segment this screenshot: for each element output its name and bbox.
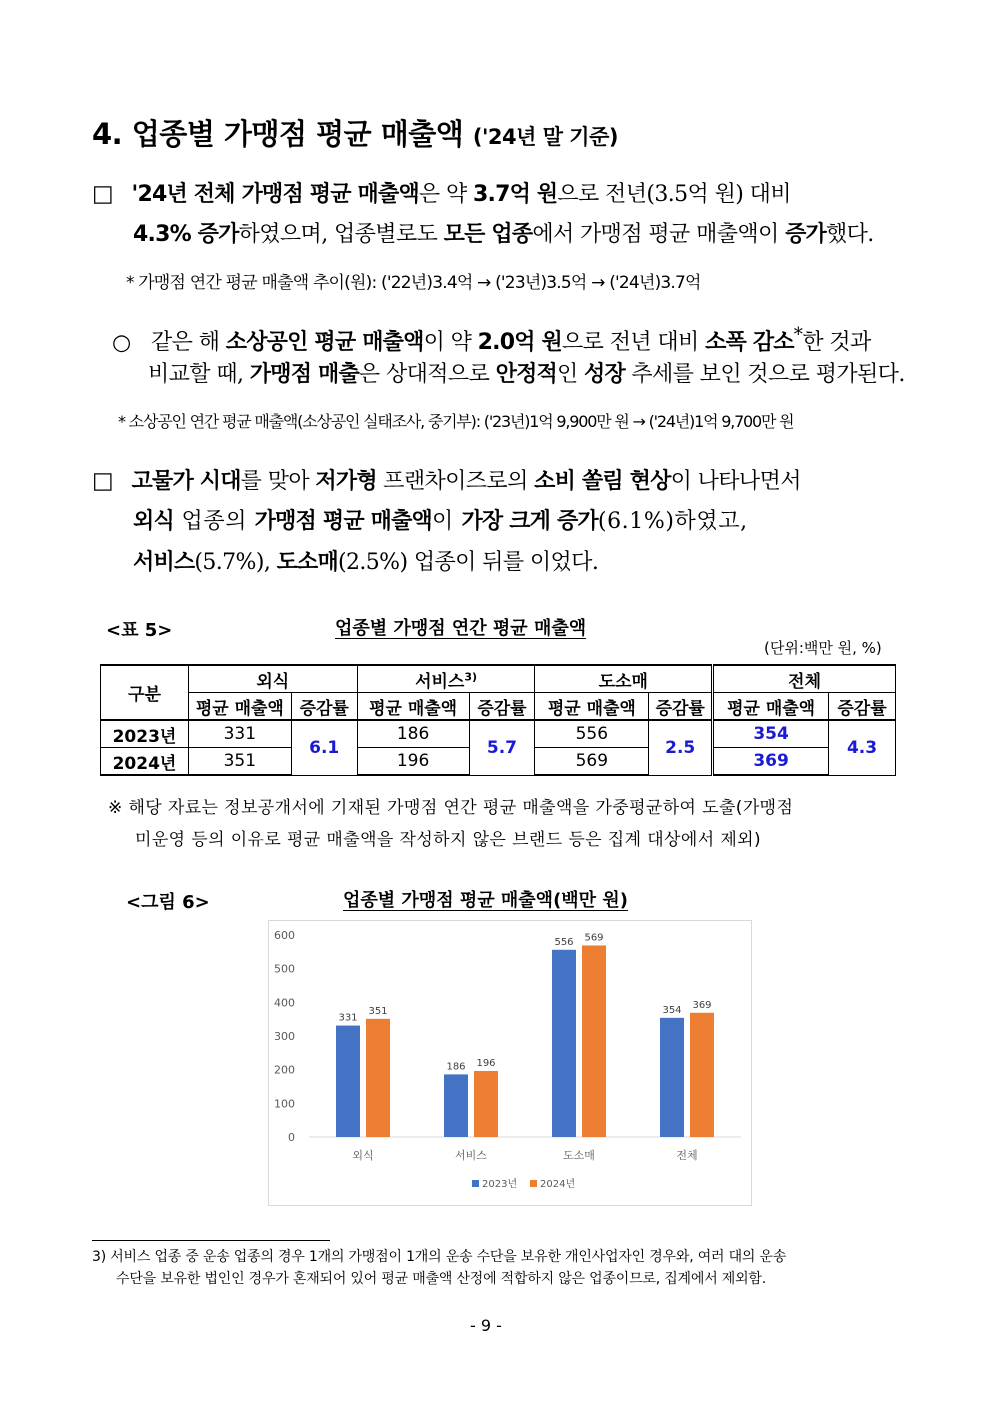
- paragraph-1-note: * 가맹점 연간 평균 매출액 추이(원): ('22년)3.4억 → ('23년)3.5억 → ('24년)3.7억: [126, 273, 701, 293]
- data-label: 351: [368, 1005, 388, 1017]
- text: 이: [432, 509, 462, 534]
- table-subheader-row: [101, 693, 896, 721]
- text-bold: 소비 쏠림 현상: [534, 469, 671, 494]
- footnote-divider: [92, 1240, 330, 1241]
- bar-2024년-전체: [690, 1013, 714, 1137]
- table-header-row: [101, 665, 896, 693]
- subheader-rate: 증감률: [829, 693, 896, 721]
- row-year: 2023년: [101, 720, 189, 748]
- text-bold: 도소매: [276, 550, 338, 575]
- checkbox-bullet: □: [92, 181, 114, 207]
- cell-rate: 6.1: [291, 720, 357, 775]
- y-tick-label: 300: [274, 1030, 295, 1043]
- footnote-line-2: 수단을 보유한 법인인 경우가 혼재되어 있어 평균 매출액 산정에 적합하지 않은 업종이므로, 집계에서 제외함.: [116, 1271, 767, 1287]
- text-bold: 고물가 시대: [131, 469, 241, 494]
- subheader-avg: 평균 매출액: [535, 693, 649, 721]
- paragraph-2-line-1: [112, 318, 871, 361]
- figure-label: <그림 6>: [126, 892, 210, 913]
- table-corner-cell: 구분: [101, 665, 189, 720]
- text-bold: '24년 전체 가맹점 평균 매출액: [131, 182, 419, 207]
- cell-value: 369: [713, 748, 829, 776]
- group-header: 전체: [713, 665, 896, 693]
- bar-2023년-서비스: [444, 1074, 468, 1137]
- table-label: <표 5>: [106, 620, 173, 641]
- remark-line-2: 미운영 등의 이유로 평균 매출액을 작성하지 않은 브랜드 등은 집계 대상에서 제외): [135, 830, 761, 850]
- data-label: 556: [554, 936, 574, 948]
- legend-label: 2024년: [540, 1179, 576, 1190]
- text-bold: 2.0억 원: [477, 330, 562, 356]
- x-tick-label: 도소매: [563, 1149, 595, 1162]
- paragraph-1-line-2: [133, 217, 874, 253]
- text: 으로 전년 대비: [562, 330, 706, 356]
- text: 업종의: [173, 509, 255, 534]
- bar-2023년-도소매: [552, 950, 576, 1137]
- text-bold: 가맹점 평균 매출액: [254, 509, 432, 534]
- legend-swatch: [530, 1180, 537, 1187]
- section-subtitle: ('24년 말 기준): [472, 125, 618, 149]
- paragraph-2-line-2: [148, 357, 905, 393]
- text: 은 상대적으로: [358, 362, 496, 387]
- circle-bullet: ○: [112, 330, 131, 356]
- text: 했다.: [825, 222, 874, 247]
- subheader-avg: 평균 매출액: [357, 693, 469, 721]
- cell-value: 354: [713, 720, 829, 748]
- bar-2023년-전체: [660, 1018, 684, 1137]
- text-bold: 소상공인 평균 매출액: [225, 330, 424, 356]
- bar-2023년-외식: [336, 1026, 360, 1137]
- cell-value: 351: [188, 748, 291, 776]
- cell-value: 186: [357, 720, 469, 748]
- text: 으로 전년(3.5억 원) 대비: [557, 182, 791, 207]
- checkbox-bullet: □: [92, 468, 114, 494]
- y-tick-label: 0: [288, 1131, 295, 1144]
- text-bold: 안정적: [495, 362, 557, 387]
- table-title: 업종별 가맹점 연간 평균 매출액: [335, 618, 587, 639]
- paragraph-3-line-1: [92, 463, 801, 500]
- y-tick-label: 500: [274, 962, 295, 976]
- group-label: 서비스: [415, 671, 465, 692]
- text: 에서 가맹점 평균 매출액이: [532, 222, 786, 247]
- text-bold: 외식: [133, 509, 174, 534]
- section-title: 4. 업종별 가맹점 평균 매출액: [92, 117, 464, 151]
- table-row: [101, 720, 896, 748]
- cell-value: 196: [357, 748, 469, 776]
- table-unit: (단위:백만 원, %): [764, 639, 882, 657]
- x-tick-label: 전체: [676, 1149, 698, 1162]
- bar-2024년-외식: [366, 1019, 390, 1137]
- group-header: 외식: [188, 665, 357, 693]
- cell-rate: 5.7: [469, 720, 535, 775]
- text-bold: 가맹점 매출: [249, 362, 359, 387]
- figure-title: 업종별 가맹점 평균 매출액(백만 원): [343, 890, 628, 911]
- text: (6.1%)하였고,: [597, 509, 748, 534]
- subheader-avg: 평균 매출액: [188, 693, 291, 721]
- cell-rate: 2.5: [649, 720, 713, 775]
- legend-swatch: [472, 1180, 479, 1187]
- text: 프랜차이즈로의: [376, 469, 535, 494]
- text: (5.7%),: [194, 550, 277, 575]
- text-bold: 4.3% 증가: [133, 222, 239, 247]
- footnote-mark: 3): [464, 669, 478, 683]
- cell-value: 556: [535, 720, 649, 748]
- text-bold: 성장: [584, 362, 625, 387]
- data-label: 186: [446, 1061, 466, 1073]
- data-label: 196: [476, 1058, 496, 1070]
- text: 추세를 보인 것으로 평가된다.: [624, 362, 905, 387]
- text-bold: 모든 업종: [443, 222, 533, 247]
- text-bold: 소폭 감소: [705, 330, 794, 356]
- bar-2024년-서비스: [474, 1071, 498, 1137]
- text: 이 나타나면서: [670, 469, 801, 494]
- remark-line-1: ※ 해당 자료는 정보공개서에 기재된 가맹점 연간 평균 매출액을 가중평균하여 도출(가맹점: [108, 798, 794, 818]
- text-bold: 3.7억 원: [473, 182, 558, 207]
- bar-chart: [268, 920, 752, 1206]
- page-number: - 9 -: [470, 1316, 502, 1335]
- x-tick-label: 외식: [352, 1149, 374, 1162]
- footnote-mark: *: [793, 325, 803, 346]
- x-tick-label: 서비스: [455, 1149, 487, 1162]
- text: 를 맞아: [240, 469, 316, 494]
- paragraph-3-line-2: [133, 504, 748, 540]
- y-tick-label: 200: [274, 1063, 295, 1077]
- text: 하였으며, 업종별로도: [238, 222, 444, 247]
- cell-rate: 4.3: [829, 720, 896, 775]
- cell-value: 331: [188, 720, 291, 748]
- row-year: 2024년: [101, 748, 189, 776]
- data-label: 331: [338, 1012, 358, 1024]
- y-tick-label: 100: [274, 1097, 295, 1111]
- subheader-rate: 증감률: [291, 693, 357, 721]
- text-bold: 서비스: [133, 550, 195, 575]
- revenue-table: [100, 664, 896, 776]
- text-bold: 가장 크게 증가: [461, 509, 598, 534]
- group-header: [357, 665, 535, 693]
- paragraph-3-line-3: [133, 545, 598, 581]
- subheader-rate: 증감률: [649, 693, 713, 721]
- bar-chart-svg: [269, 921, 751, 1205]
- text: 같은 해: [151, 330, 226, 356]
- text: 은 약: [418, 182, 474, 207]
- y-tick-label: 600: [274, 929, 295, 942]
- subheader-rate: 증감률: [469, 693, 535, 721]
- text: (2.5%) 업종이 뒤를 이었다.: [337, 550, 599, 575]
- legend-label: 2023년: [482, 1179, 518, 1190]
- text-bold: 저가형: [315, 469, 377, 494]
- data-label: 369: [692, 999, 712, 1011]
- text: 비교할 때,: [148, 362, 250, 387]
- bar-2024년-도소매: [582, 945, 606, 1137]
- footnote-line-1: 3) 서비스 업종 중 운송 업종의 경우 1개의 가맹점이 1개의 운송 수단을 보유한 개인사업자인 경우와, 여러 대의 운송: [92, 1249, 787, 1265]
- section-heading: [92, 112, 618, 153]
- data-label: 354: [662, 1004, 682, 1016]
- y-tick-label: 400: [274, 996, 295, 1010]
- paragraph-2-note: * 소상공인 연간 평균 매출액(소상공인 실태조사, 중기부): ('23년)1억 9,900만 원 → ('24년)1억 9,700만 원: [118, 412, 794, 431]
- text: 한 것과: [802, 330, 871, 356]
- paragraph-1-line-1: [92, 176, 791, 213]
- cell-value: 569: [535, 748, 649, 776]
- group-header: 도소매: [535, 665, 713, 693]
- text: 인: [556, 362, 585, 387]
- text-bold: 증가: [785, 222, 826, 247]
- subheader-avg: 평균 매출액: [713, 693, 829, 721]
- data-label: 569: [584, 932, 604, 944]
- text: 이 약: [423, 330, 478, 356]
